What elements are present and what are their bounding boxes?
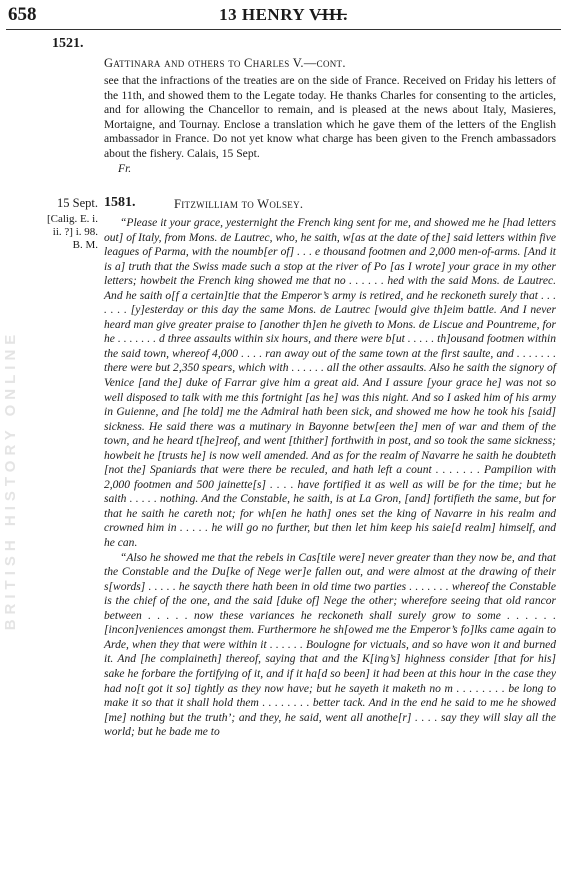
- page-header: [8, 4, 559, 28]
- entry2-margin: [22, 197, 98, 252]
- entry1-title: [104, 56, 346, 71]
- watermark-text: BRITISH HISTORY ONLINE: [2, 329, 19, 631]
- entry2-number: 1581.: [104, 195, 136, 210]
- source-line: B. M.: [72, 239, 98, 251]
- letter-paragraph: “Please it your grace, yesternight the French king sent for me, and showed me he [had letters out] of Italy, from Mons. de Lautrec, who, he saith, w[as at the date of the] said letters within five leagues of Parma, with the noumb[er of] . . . e thousand footmen and 2,000 men-of-arms. [And it is a] truth that the Swiss made such a stop at the river of Po [as I wrote] your grace in my other letters; howbeit the French king showed me that no . . . . . . hed with the said Mons. de Lautrec. And he saith o[f a certain]tie that the Emperor’s army is retired, and he reckoneth surely that . . . . . . . [y]esterday or this day the same Mons. de Lautrec [would give th]eim battle. And I never heard man give greater praise to [another th]en he giveth to Mons. de Liscue and Pountreme, for he . . . . . . . d three assaults within six hours, and there were b[ut . . . . . th]ousand footmen within the said town, whereof 4,000 . . . . ran away out of the same town at the first saulte, and . . . . . . . there were but 2,350 spears, which with . . . . . . all the other assaults. Also he saith the signory of Venice [and the] duke of Farrar give him a great aid. And I assure [your grace he] was not so well disposed to talk with me this fortnight [as he] was this night. And so I asked him of his army in Guienne, and [he told] me the Admiral hath been sick, and showed me how he took his [said] sickness. He said there was a mutinary in Bayonne betw[een the] men of war and them of the town, and he heard t[he]reof, and went [thither] forthwith in post, and so took the same sickness; howbeit he [trusts he] is now well amended. And as for the realm of Navarre he saith he doubteth [not the] Spaniards that were there be reculed, and hath left a count . . . . . . . Pampilion with 2,000 footmen and 500 jainette[s] . . . . have fortified it as well as will be for the time; but he saith . . . . . nothing. And the Constable, he saith, is at La Gron, [and] fortifieth the same, but for that he saith he careth not; for wh[en he hath] ones set the king of Navarre in his realm and crowned him in . . . . . he will go no further, but then let him keep his saie[d realm] himself, and he can.: [104, 217, 556, 550]
- entry1-signoff: Fr.: [118, 162, 132, 175]
- entry1-title-text: Gattinara and others to Charles V.—cont.: [104, 56, 346, 70]
- entry1-text: see that the infractions of the treaties are on the side of France. Received on Friday his letters of the 11th, and showed them to the Legate today. He thanks Charles for consenting to the articles, and for allowing the Chancellor to remain, and is pleased at the news about Italy, Masieres, Mortaigne, and Tournay. Enclose a translation which he gave them of the letters of the English ambassador in France. Do not yet know what charge has been given to the French ambassadors about the fishery. Calais, 15 Sept.: [104, 74, 556, 160]
- header-rule: [6, 29, 561, 30]
- entry2-title: Fitzwilliam to Wolsey.: [174, 197, 304, 211]
- entry2-date: 15 Sept.: [57, 196, 98, 210]
- entry1-year: 1521.: [52, 36, 84, 51]
- letter-paragraph: “Also he showed me that the rebels in Cas[tile were] never greater than they now be, and that the Constable and the Du[ke of Nege wer]e fallen out, and were almost at the drawing of their s[words] . . . . . he saycth there hath been in old time two parties . . . . . . . whereof the Constable is the chief of the one, and the said [duke of] Nege the other; wherefore seeing that old rancor between . . . . . now these variances he reckoneth shall surely grow to some . . . . . . [incon]veniences amongst them. Furthermore he sh[owed me the Emperor’s fo]lks came again to Arde, when they that were within it . . . . . . Boulogne for victuals, and so have won it and burned it. And [he complaineth] thereof, saying that and the K[ing’s] highness consider [that for his] sake he forbare the fortifying of it, and if it ha[d so been] it had been at this hour in the case they had no[t got it so] tightly as they now have; but he sayeth it maketh no m . . . . . . . . be long to make it so that it shall hold them . . . . . . . . better tack. And in the end he said to me he showed [me] nothing but the truth’; and they, he said, went all anothe[r] . . . . say they will slay all the world; but he bade me to: [104, 551, 556, 739]
- watermark: [2, 300, 28, 660]
- running-title: 13 HENRY V̶I̶I̶I̶.: [219, 5, 348, 24]
- source-line: [Calig. E. i.: [46, 213, 98, 225]
- page-number: 658: [8, 4, 37, 25]
- source-line: ii. ?] i. 98.: [52, 226, 98, 238]
- entry2-body: [104, 216, 556, 740]
